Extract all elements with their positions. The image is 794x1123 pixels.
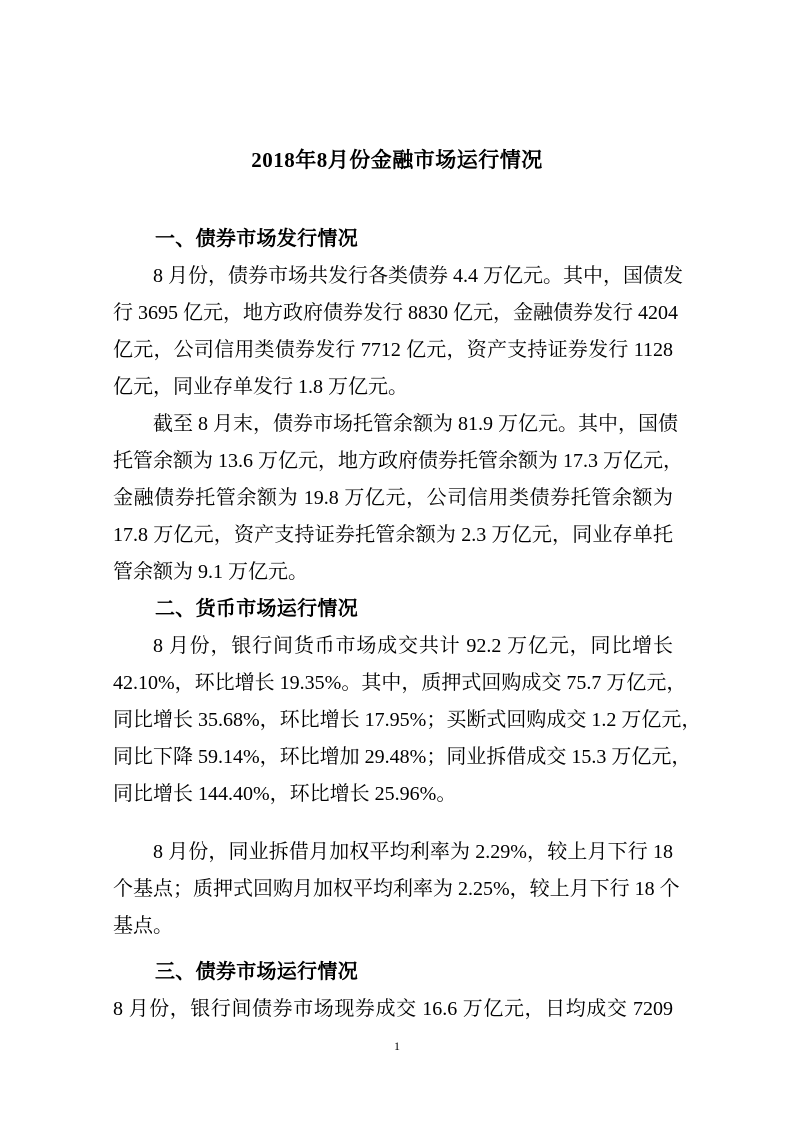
paragraph-line: 亿元，同业存单发行 1.8 万亿元。 [113,376,408,398]
section-heading-bond-market-operation: 三、债券市场运行情况 [155,961,358,983]
paragraph-line: 基点。 [113,915,173,937]
paragraph-line: 个基点；质押式回购月加权平均利率为 2.25%，较上月下行 18 个 [113,878,680,900]
paragraph-line: 8 月份，同业拆借月加权平均利率为 2.29%，较上月下行 18 [153,841,673,863]
paragraph-line: 托管余额为 13.6 万亿元，地方政府债券托管余额为 17.3 万亿元， [113,450,683,472]
paragraph-line: 金融债券托管余额为 19.8 万亿元，公司信用类债券托管余额为 [113,487,673,509]
paragraph-line: 截至 8 月末，债券市场托管余额为 81.9 万亿元。其中，国债 [153,413,678,435]
section-heading-bond-issuance: 一、债券市场发行情况 [155,228,358,250]
paragraph-line: 同比增长 35.68%，环比增长 17.95%；买断式回购成交 1.2 万亿元， [113,709,702,731]
paragraph-line: 亿元，公司信用类债券发行 7712 亿元，资产支持证券发行 1128 [113,339,673,361]
paragraph-line: 8 月份，银行间货币市场成交共计 92.2 万亿元，同比增长 [153,635,673,657]
page-number: 1 [394,1039,400,1053]
paragraph-line: 同比下降 59.14%，环比增加 29.48%；同业拆借成交 15.3 万亿元， [113,746,692,768]
document-title: 2018年8月份金融市场运行情况 [251,148,543,172]
paragraph-line: 42.10%，环比增长 19.35%。其中，质押式回购成交 75.7 万亿元， [113,672,687,694]
section-heading-money-market: 二、货币市场运行情况 [155,598,358,620]
paragraph-line: 管余额为 9.1 万亿元。 [113,561,308,583]
paragraph-line: 同比增长 144.40%，环比增长 25.96%。 [113,783,457,805]
paragraph-line: 8 月份，银行间债券市场现券成交 16.6 万亿元，日均成交 7209 [113,998,673,1020]
paragraph-line: 17.8 万亿元，资产支持证券托管余额为 2.3 万亿元，同业存单托 [113,524,673,546]
paragraph-line: 行 3695 亿元，地方政府债券发行 8830 亿元，金融债券发行 4204 [113,302,678,324]
paragraph-line: 8 月份，债券市场共发行各类债券 4.4 万亿元。其中，国债发 [153,265,683,287]
